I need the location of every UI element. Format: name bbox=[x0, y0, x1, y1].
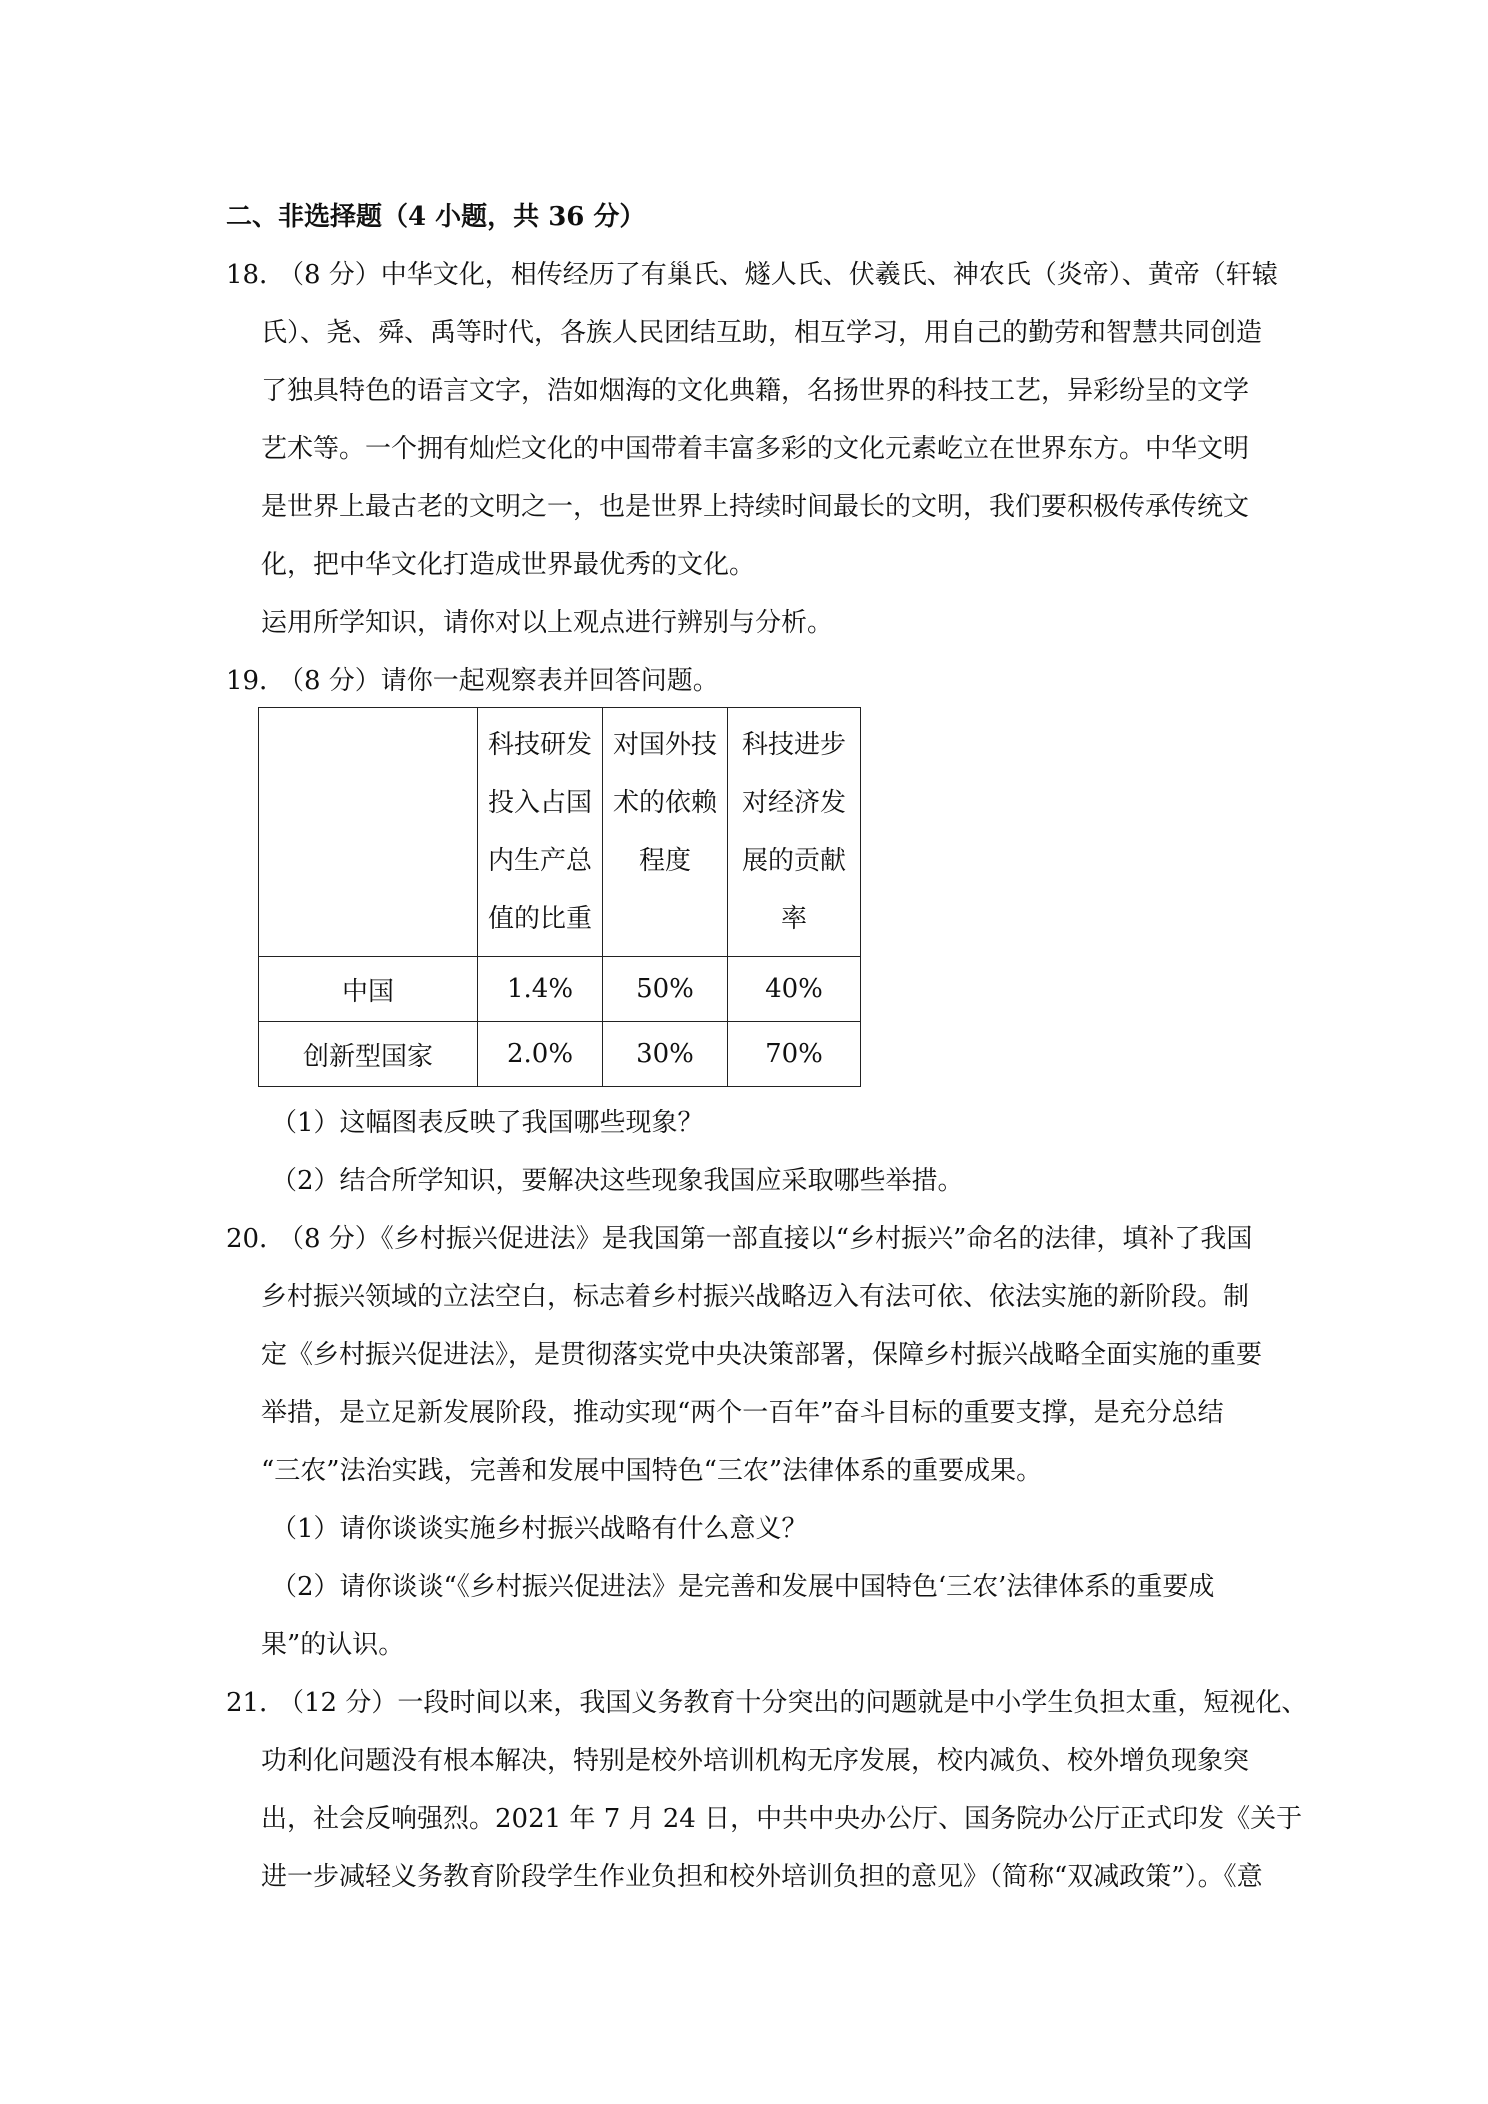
table-row bbox=[259, 957, 861, 1022]
q20-line-1: （8 分）《乡村振兴促进法》是我国第一部直接以“乡村振兴”命名的法律，填补了我国 bbox=[278, 1224, 1253, 1254]
q18-line-6: 化，把中华文化打造成世界最优秀的文化。 bbox=[261, 550, 756, 580]
q20-line-2: 乡村振兴领域的立法空白，标志着乡村振兴战略迈入有法可依、依法实施的新阶段。制 bbox=[261, 1282, 1250, 1312]
table-cell: 40% bbox=[728, 957, 861, 1022]
q20-sub-2-cont: 果”的认识。 bbox=[261, 1630, 405, 1660]
header-foreign-dependence: 对国外技 术的依赖 程度 bbox=[603, 708, 728, 957]
q20-line-5: “三农”法治实践，完善和发展中国特色“三农”法律体系的重要成果。 bbox=[261, 1456, 1043, 1486]
q20-line-4: 举措，是立足新发展阶段，推动实现“两个一百年”奋斗目标的重要支撑，是充分总结 bbox=[261, 1398, 1224, 1428]
q21-line-3: 出，社会反响强烈。2021 年 7 月 24 日，中共中央办公厅、国务院办公厅正式印发《关于 bbox=[261, 1804, 1303, 1834]
q20-number: 20． bbox=[226, 1224, 286, 1254]
header-contribution-rate: 科技进步 对经济发 展的贡献 率 bbox=[728, 708, 861, 957]
q20-line-3: 定《乡村振兴促进法》，是贯彻落实党中央决策部署，保障乡村振兴战略全面实施的重要 bbox=[261, 1340, 1263, 1370]
q21-number: 21． bbox=[226, 1688, 286, 1718]
header-rd-ratio: 科技研发 投入占国 内生产总 值的比重 bbox=[478, 708, 603, 957]
q21-line-4: 进一步减轻义务教育阶段学生作业负担和校外培训负担的意见》（简称“双减政策”）。《意 bbox=[261, 1862, 1263, 1892]
table-corner-cell bbox=[259, 708, 478, 957]
table-cell: 50% bbox=[603, 957, 728, 1022]
q18-number: 18． bbox=[226, 260, 286, 290]
q19-sub-2: （2）结合所学知识，要解决这些现象我国应采取哪些举措。 bbox=[271, 1166, 964, 1196]
table-cell: 70% bbox=[728, 1022, 861, 1087]
row-label: 创新型国家 bbox=[259, 1022, 478, 1087]
q19-number: 19． bbox=[226, 666, 286, 696]
section-title: 二、非选择题（4 小题，共 36 分） bbox=[226, 202, 646, 232]
q18-line-3: 了独具特色的语言文字，浩如烟海的文化典籍，名扬世界的科技工艺，异彩纷呈的文学 bbox=[261, 376, 1250, 406]
q19-intro: （8 分）请你一起观察表并回答问题。 bbox=[278, 666, 719, 696]
row-label: 中国 bbox=[259, 957, 478, 1022]
table-row bbox=[259, 1022, 861, 1087]
table-cell: 30% bbox=[603, 1022, 728, 1087]
q18-line-4: 艺术等。一个拥有灿烂文化的中国带着丰富多彩的文化元素屹立在世界东方。中华文明 bbox=[261, 434, 1250, 464]
q21-line-1: （12 分）一段时间以来，我国义务教育十分突出的问题就是中小学生负担太重，短视化、 bbox=[278, 1688, 1308, 1718]
table-cell: 1.4% bbox=[478, 957, 603, 1022]
q18-prompt: 运用所学知识，请你对以上观点进行辨别与分析。 bbox=[261, 608, 834, 638]
q21-line-2: 功利化问题没有根本解决，特别是校外培训机构无序发展，校内减负、校外增负现象突 bbox=[261, 1746, 1250, 1776]
data-table bbox=[258, 707, 861, 1087]
q20-sub-1: （1）请你谈谈实施乡村振兴战略有什么意义？ bbox=[271, 1514, 808, 1544]
q20-sub-2: （2）请你谈谈“《乡村振兴促进法》是完善和发展中国特色‘三农’法律体系的重要成 bbox=[271, 1572, 1215, 1602]
q19-sub-1: （1）这幅图表反映了我国哪些现象？ bbox=[271, 1108, 704, 1138]
q18-line-5: 是世界上最古老的文明之一，也是世界上持续时间最长的文明，我们要积极传承传统文 bbox=[261, 492, 1250, 522]
q18-line-2: 氏）、尧、舜、禹等时代，各族人民团结互助，相互学习，用自己的勤劳和智慧共同创造 bbox=[261, 318, 1263, 348]
q18-line-1: （8 分）中华文化，相传经历了有巢氏、燧人氏、伏羲氏、神农氏（炎帝）、黄帝（轩辕 bbox=[278, 260, 1278, 290]
table-header-row bbox=[259, 708, 861, 957]
table-cell: 2.0% bbox=[478, 1022, 603, 1087]
